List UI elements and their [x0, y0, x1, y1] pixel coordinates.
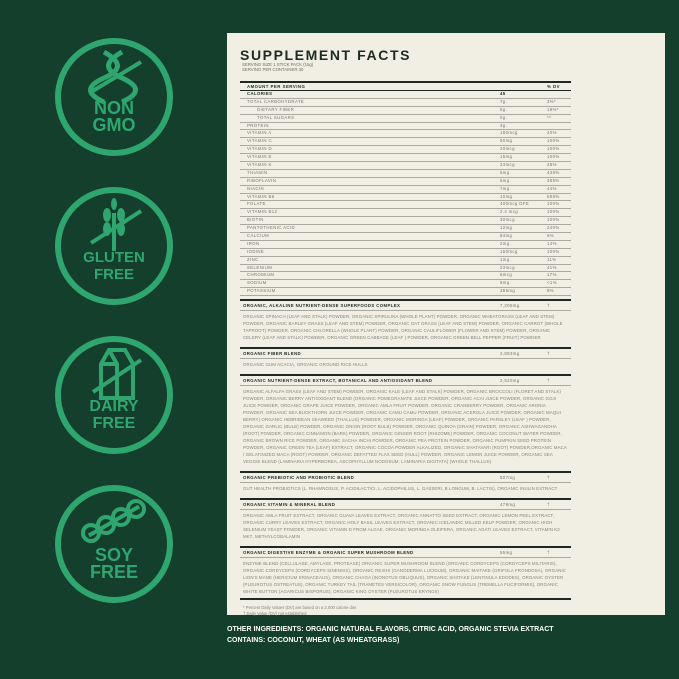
- nutrient-amount: 10mg: [500, 193, 513, 199]
- nutrient-amount: 3g: [500, 122, 506, 128]
- nutrient-row: [240, 115, 571, 123]
- nutrient-name: POTASSIUM: [247, 288, 276, 294]
- nutrient-name: SELENIUM: [247, 264, 273, 270]
- nutrient-name: TOTAL CARBOHYDRATE: [247, 98, 305, 104]
- blend-ingredients: ORGANIC ALFALFA GRASS (LEAF AND STEM) POWDER, ORGANIC KALE (LEAF AND STALK) POWDER, ORGANIC BROCCOLI (FLORET AND STALK) POWDER, ORGANIC BERRY ANTIOXIDANT BLEND (ORGANIC POMEGRANATE JUICE POWDER, ORGANIC ACAI JUICE POWDER, ORGANIC GOJI JUICE POWDER, ORGANIC GRAPE JUICE POWDER, ORGANIC AMLA FRUIT POWDER, ORGANIC CRANBERRY POWDER, ORGANIC ARONIA POWDER, ORGANIC SEA BUCKTHORN JUICE POWDER, ORGANIC CAMU CAMU POWDER, ORGANIC ACEROLA JUICE POWDER, ORGANIC MAQUI BERRY) ORGANIC HEBRIDEAN SEAWEED (THALLUS) POWDER, ORGANIC MORINGA (LEAF) POWDER, ORGANIC PARSLEY (LEAF ) POWDER, ORGANIC GARLIC (BULB) POWDER, ORGANIC ONION (ROOT BULB) POWDER, ORGANIC QUINOA (GRAIN) POWDER, ORGANIC ASHWAGANDHA (ROOT) POWDER, ORGANIC CINNAMON (BARK) POWDER, ORGANIC GINGER ROOT (RHIZOME) POWDER, ORGANIC COCONUT WATER POWDER, ORGANIC BROWN RICE POWDER, ORGANIC SACHA INCHI POWDER, ORGANIC PEA PROTEIN POWDER, ORGANIC PUMPKIN SEED PROTEIN POWDER, ORGANIC GREEN TEA (LEAF) EXTRACT, ORGANIC COCOA POWDER ALKALIZED, ORGANIC SHATAVARI (ROOT) POWDER,ORGANIC MACA / GELATINIZED MACA (ROOT) POWDER, ORGANIC DEFATTED FLAX SEED (HULL) POWDER, ORGANIC LEMON JUICE POWDER, ORGANIC SEA VEGGIE BLEND (LAMINARIA HYPERBOREA, ASCOPHYLLUM NODOSUM, LAMINARIA DIGITATA) (WHOLE THALLUS): [243, 389, 567, 465]
- nutrient-dv: 100%: [547, 146, 560, 152]
- nutrient-amount: 15mg: [500, 154, 513, 160]
- contains: [227, 636, 554, 647]
- nutrient-amount: 7g: [500, 98, 506, 104]
- nutrient-row: [240, 272, 571, 280]
- contains-value: COCONUT, WHEAT (AS WHEATGRASS): [265, 636, 400, 644]
- nutrient-dv: 8%: [547, 288, 555, 294]
- blend-section: [240, 498, 571, 543]
- blend-name: ORGANIC DIGESTIVE ENZYME & ORGANIC SUPER MUSHROOM BLEND: [243, 550, 414, 556]
- nutrient-row: [240, 178, 571, 186]
- nutrient-name: VITAMIN K: [247, 162, 272, 168]
- nutrient-dv: 14%: [547, 240, 557, 246]
- nutrient-name: FOLATE: [247, 201, 266, 207]
- nutrient-name: CALCIUM: [247, 233, 270, 239]
- other-ingredients-label: OTHER INGREDIENTS:: [227, 626, 304, 633]
- badge-label: SOY FREE: [89, 545, 138, 582]
- blend-header: [240, 500, 571, 510]
- nutrient-row: [240, 280, 571, 288]
- nutrient-dv: [547, 123, 571, 130]
- other-ingredients: [227, 625, 554, 636]
- nutrient-dv: 100%: [547, 154, 560, 160]
- blend-dv: †: [547, 351, 550, 357]
- nutrient-row: [240, 99, 571, 107]
- nutrient-row: [240, 217, 571, 225]
- nutrient-row: [240, 107, 571, 115]
- nutrient-amount: 84mg: [500, 233, 513, 239]
- badge-label: DAIRY FREE: [89, 398, 139, 432]
- nutrient-dv: 19%*: [547, 106, 559, 112]
- blend-amount: 55mg: [500, 550, 513, 556]
- blend-header: [240, 473, 571, 483]
- nutrient-row: [240, 257, 571, 265]
- nutrient-amount: 90mg: [500, 138, 513, 144]
- non-gmo-badge: [55, 38, 173, 156]
- header-amount: AMOUNT PER SERVING: [247, 84, 306, 89]
- blend-header: [240, 349, 571, 359]
- nutrient-dv: 28%: [547, 162, 557, 168]
- blend-ingredients: ORGANIC AMLA FRUIT EXTRACT, ORGANIC GUAVA LEAVES EXTRACT, ORGANIC ANNATTO SEED EXTRACT, ORGANIC LEMON PEEL EXTRACT, ORGANIC CURRY LEAVES EXTRACT, ORGANIC HOLY BASIL LEAVES EXTRACT, ORGANIC ICELANDIC MILLED KELP POWDER, ORGANIC HIGH SELENIUM YEAST POWDER, ORGANIC VITAMIN D FROM ALGAE, ORGANIC MORINGA OLEIFERA, ORGANIC AGATI LEAVES EXTRACT, VITAMIN K2 MK7, METHYLCOBALAMIN: [243, 513, 560, 540]
- nutrient-dv: 100%: [547, 248, 560, 254]
- nutrient-amount: 23mcg: [500, 264, 515, 270]
- nutrient-dv: 385%: [547, 177, 560, 183]
- nutrient-name: CALORIES: [247, 91, 273, 96]
- ingredients-section: [227, 625, 554, 646]
- blend-name: ORGANIC PREBIOTIC AND PROBIOTIC BLEND: [243, 475, 355, 481]
- blend-ingredients: ORGANIC GUM ACACIA, ORGANIC GROUND RICE HULLS: [243, 362, 368, 368]
- nutrient-row: [240, 225, 571, 233]
- blend-section: [240, 347, 571, 371]
- nutrient-name: PROTEIN: [247, 122, 269, 128]
- nutrient-dv: 100%: [547, 217, 560, 223]
- nutrient-name: IODINE: [247, 248, 265, 254]
- footnote-dv: * Percent Daily Values (DV) are based on a 2,000 calorie diet: [243, 605, 357, 611]
- facts-title: SUPPLEMENT FACTS: [240, 47, 412, 63]
- nutrient-name: TOTAL SUGARS: [257, 114, 295, 120]
- nutrient-row: [240, 162, 571, 170]
- nutrient-amount: 20mcg: [500, 146, 515, 152]
- nutrient-row: [240, 154, 571, 162]
- blend-header: [240, 548, 571, 558]
- nutrient-dv: <1%: [547, 280, 557, 286]
- blend-section: [240, 471, 571, 495]
- nutrient-row: [240, 201, 571, 209]
- blend-amount: 7,205mg: [500, 303, 520, 309]
- nutrient-amount: 180mcg: [500, 130, 518, 136]
- wheat-icon: [61, 193, 167, 299]
- nutrient-amount: 150mcg: [500, 248, 518, 254]
- nutrient-row: [240, 233, 571, 241]
- blend-ingredients: ENZYME BLEND (CELLULASE, AMYLASE, PROTEASE) ORGANIC SUPER MUSHROOM BLEND (ORGANIC CORDYCEPS (CORDYCEPS MILITARIS), ORGANIC CORDYCEPS (CORDYCEPS SINENSIS), ORGANIC REISHI (GANODERMA LUCIDUM), ORGANIC MAITAKE (GRIFOLA FRONDOSA), ORGANIC LION'S MANE (HERICIUM ERINACEAUS), ORGANIC CHAGA (INONOTUS OBLIQUUS), ORGANIC SHIITAKE (LENTINULA EDODES), ORGANIC OYSTER (PLEUROTUS OSTREATUS), ORGANIC TURKEY TAIL (TRAMETES VERSICOLOR), ORGANIC SNOW FUNGUS (TREMELLA FUCIFORMIS), ORGANIC WHITE BUTTON (AGARICUS BISPORUS), ORGANIC KING OYSTER (PLEUROTUS ERYNGII): [243, 561, 567, 595]
- blend-dv: †: [547, 303, 550, 309]
- nutrient-row: [240, 91, 571, 99]
- nutrient-name: CHROMIUM: [247, 272, 275, 278]
- blend-name: ORGANIC, ALKALINE NUTRIENT-DENSE SUPERFOODS COMPLEX: [243, 303, 401, 309]
- nutrient-name: IRON: [247, 240, 260, 246]
- nutrient-dv: 100%: [547, 209, 560, 215]
- nutrient-table: [240, 81, 571, 622]
- blend-ingredients: ORGANIC SPINACH (LEAF AND STALK) POWDER, ORGANIC SPIRULINA (WHOLE PLANT) POWDER, ORGANIC WHEATGRASS (LEAF AND STEM) POWDER, ORGANIC BARLEY GRASS (LEAF AND STEM) POWDER, ORGANIC OAT GRASS (LEAF AND STEM) POWDER, ORGANIC CARROT (WHOLE TAPROOT) POWDER, ORGANIC CHLORELLA (WHOLE PLANT) POWDER, ORGANIC CAULIFLOWER (FLOWER AND STEM) POWDER, ORGANIC CELERY (LEAF AND STALK) POWDER, ORGANIC GREEN CABBAGE (LEAF ) POWDER, ORGANIC GREEN BELL PEPPER (FRUIT) POWDER: [243, 314, 563, 341]
- blend-amount: 478mg: [500, 502, 516, 508]
- blend-section: [240, 546, 571, 598]
- nutrient-row: [240, 209, 571, 217]
- nutrient-name: ZINC: [247, 256, 259, 262]
- nutrient-name: VITAMIN D: [247, 146, 273, 152]
- nutrient-amount: 400mcg DFE: [500, 201, 530, 207]
- nutrient-amount: 6mcg: [500, 272, 513, 278]
- nutrient-amount: 5mg: [500, 177, 510, 183]
- footnotes: [240, 598, 571, 622]
- blend-name: ORGANIC FIBER BLEND: [243, 351, 301, 357]
- nutrient-amount: 30mcg: [500, 217, 515, 223]
- nutrient-name: BIOTIN: [247, 217, 264, 223]
- nutrient-dv: 17%: [547, 272, 557, 278]
- nutrient-amount: 395mg: [500, 288, 516, 294]
- blend-header: [240, 301, 571, 311]
- gluten-free-badge: [55, 187, 173, 305]
- nutrient-dv: 588%: [547, 193, 560, 199]
- blend-dv: †: [547, 475, 550, 481]
- nutrient-name: VITAMIN B6: [247, 193, 275, 199]
- nutrient-row: [240, 194, 571, 202]
- nutrient-amount: 2mg: [500, 240, 510, 246]
- nutrient-row: [240, 186, 571, 194]
- nutrient-amount: 0g: [500, 114, 506, 120]
- nutrient-row: [240, 138, 571, 146]
- nutrient-amount: 45: [500, 91, 506, 96]
- nutrient-dv: 438%: [547, 169, 560, 175]
- blend-dv: †: [547, 502, 550, 508]
- nutrient-amount: 12mg: [500, 225, 513, 231]
- nutrient-name: NIACIN: [247, 185, 264, 191]
- blend-amount: 507mg: [500, 475, 516, 481]
- nutrient-dv: **: [547, 114, 552, 120]
- nutrient-name: THIAMIN: [247, 169, 268, 175]
- nutrient-name: VITAMIN E: [247, 154, 272, 160]
- nutrient-row: [240, 265, 571, 273]
- nutrient-name: VITAMIN B12: [247, 209, 278, 215]
- nutrient-amount: 5g: [500, 106, 506, 112]
- nutrient-row: [240, 288, 571, 296]
- blend-name: ORGANIC VITAMIN & MINERAL BLEND: [243, 502, 336, 508]
- nutrient-amount: 2.4 mcg: [500, 209, 519, 215]
- nutrient-name: VITAMIN C: [247, 138, 273, 144]
- nutrient-row: [240, 249, 571, 257]
- nutrient-row: [240, 123, 571, 131]
- soy-free-badge: [55, 485, 173, 603]
- nutrient-name: DIETARY FIBER: [257, 106, 295, 112]
- nutrient-row: [240, 170, 571, 178]
- nutrient-amount: 33mcg: [500, 162, 515, 168]
- nutrient-dv: 41%: [547, 264, 557, 270]
- servings-per-container: SERVING PER CONTAINER 30: [242, 67, 304, 72]
- blend-name: ORGANIC NUTRIENT-DENSE EXTRACT, BOTANICAL AND ANTIOXIDANT BLEND: [243, 378, 433, 384]
- nutrient-amount: 7mg: [500, 185, 510, 191]
- footnote-not-established: † Daily Value (DV) not established: [243, 611, 307, 617]
- blend-section: [240, 374, 571, 468]
- nutrient-dv: 100%: [547, 201, 560, 207]
- blend-section: [240, 299, 571, 344]
- dairy-free-badge: [55, 336, 173, 454]
- nutrient-dv: 20%: [547, 130, 557, 136]
- table-header: [240, 83, 571, 91]
- milk-carton-icon: [61, 342, 167, 448]
- other-ingredients-value: ORGANIC NATURAL FLAVORS, CITRIC ACID, ORGANIC STEVIA EXTRACT: [303, 626, 554, 633]
- nutrient-dv: 3%*: [547, 98, 557, 104]
- supplement-facts-panel: [227, 33, 665, 615]
- nutrient-name: RIBOFLAVIN: [247, 177, 277, 183]
- nutrient-name: PANTOTHENIC ACID: [247, 225, 296, 231]
- nutrient-amount: 1mg: [500, 256, 510, 262]
- nutrient-name: SODIUM: [247, 280, 267, 286]
- serving-size: SERVING SIZE 1 STICK PACK (15g): [242, 62, 314, 67]
- nutrient-row: [240, 241, 571, 249]
- header-dv: % DV: [547, 84, 560, 89]
- contains-label: CONTAINS:: [227, 636, 266, 644]
- nutrient-row: [240, 130, 571, 138]
- nutrient-dv: 11%: [547, 256, 557, 262]
- blend-amount: 2,520mg: [500, 378, 520, 384]
- nutrient-row: [240, 146, 571, 154]
- blend-header: [240, 376, 571, 386]
- badge-label: GLUTEN FREE: [83, 249, 145, 283]
- nutrient-amount: 5mg: [500, 169, 510, 175]
- serving-info: [242, 62, 313, 72]
- blend-dv: †: [547, 550, 550, 556]
- nutrient-dv: [547, 91, 571, 98]
- nutrient-name: VITAMIN A: [247, 130, 272, 136]
- nutrient-amount: 9mg: [500, 280, 510, 286]
- nutrient-dv: 100%: [547, 138, 560, 144]
- blend-amount: 2,893mg: [500, 351, 520, 357]
- nutrient-dv: 6%: [547, 233, 555, 239]
- nutrient-dv: 44%: [547, 185, 557, 191]
- blend-dv: †: [547, 378, 550, 384]
- badge-label: NON GMO: [92, 98, 136, 135]
- blend-ingredients: GUT HEALTH PROBIOTICS (L. RHAMNOSUS, P. ACIDILACTICI, L. ACIDOPHILUS, L. GASSERI, B.LONGUM, B. LACTIS), ORGANIC INULIN EXTRACT: [243, 486, 558, 492]
- nutrient-dv: 240%: [547, 225, 560, 231]
